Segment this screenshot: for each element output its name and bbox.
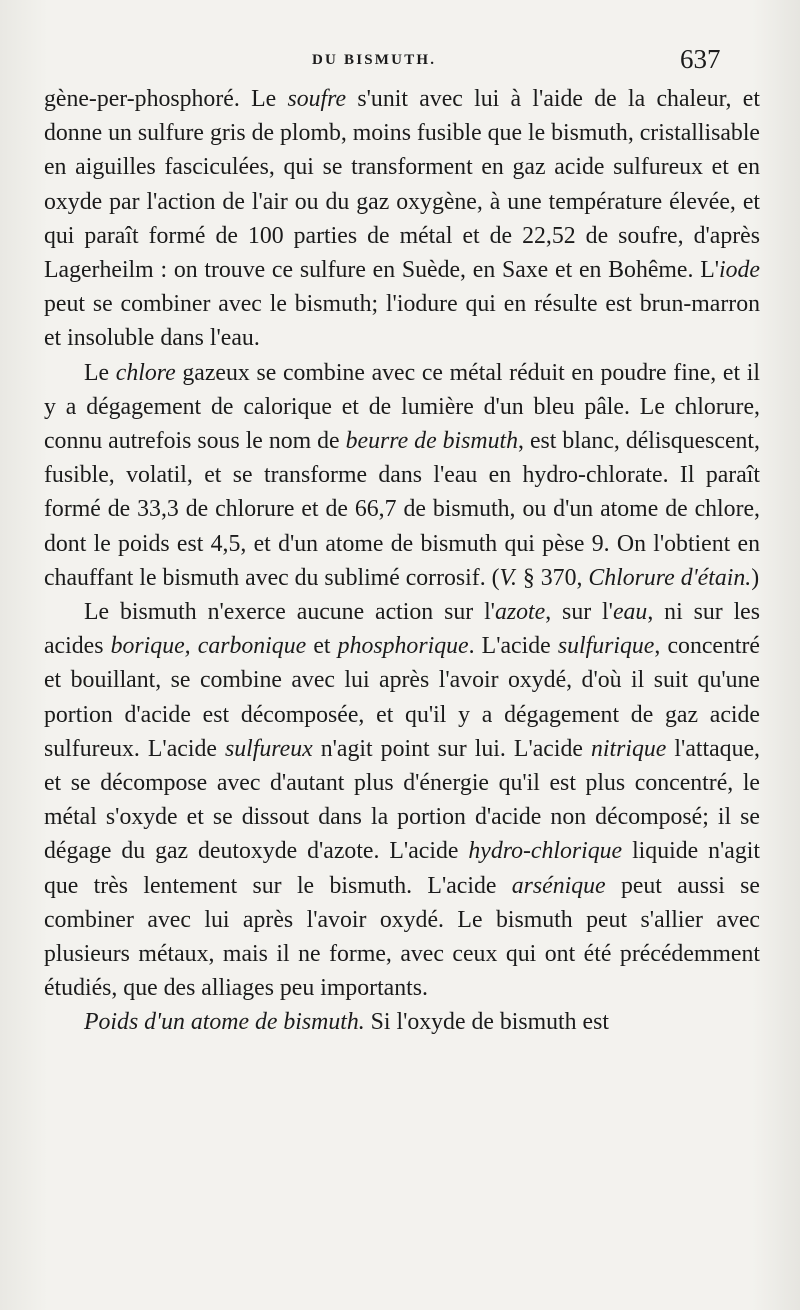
italic-term: eau <box>612 599 648 626</box>
italic-term: soufre <box>287 86 347 112</box>
text-run: gazeux se combine avec ce métal réduit en poudre fine, et il y a dégagement de calorique et de lumière d'un bleu pâle. Le chlorure, connu autrefois sous le nom de <box>44 359 760 455</box>
italic-term: arsénique <box>511 872 606 899</box>
page-number: 637 <box>680 44 721 74</box>
italic-term: chlore <box>115 359 176 386</box>
italic-term: sulfurique <box>557 633 655 660</box>
text-run: n'agit point sur lui. L'acide <box>312 735 592 762</box>
italic-term: Poids d'un atome de bismuth. <box>84 1009 365 1036</box>
italic-term: iode <box>719 257 760 284</box>
italic-term: nitrique <box>591 735 667 762</box>
text-run: peut aussi se combiner avec lui après l'avoir oxydé. Le bismuth peut s'allier avec plusieurs métaux, mais il ne forme, avec ceux qui ont été précédemment étudiés, que des alliages peu importants. <box>44 872 760 1002</box>
running-head: DU BISMUTH. <box>312 52 437 68</box>
text-run: . L'acide <box>468 633 558 660</box>
italic-term: beurre de bismuth <box>345 428 518 455</box>
text-run: Si l'oxyde de bismuth est <box>364 1009 609 1036</box>
body-text <box>44 82 760 1040</box>
italic-term: V. <box>499 564 517 591</box>
text-run: et <box>306 633 338 660</box>
text-run: s'unit avec lui à l'aide de la chaleur, et donne un sulfure gris de plomb, moins fusible que le bismuth, cristallisable en aiguilles fasciculées, qui se transforment en gaz acide sulfureux et en oxyde par l'action de l'air ou du gaz oxygène, à une température élevée, et qui paraît formé de 100 parties de métal et de 22,52 de soufre, d'après Lagerheilm : on trouve ce sulfure en Suède, en Saxe et en Bohême. L' <box>44 86 760 284</box>
italic-term: hydro-chlorique <box>468 838 623 865</box>
paragraph-atomic-weight <box>44 1005 760 1039</box>
text-run: , ni sur les acides <box>44 599 760 660</box>
text-run: Le <box>84 359 116 386</box>
text-run: § 370, <box>516 564 589 591</box>
italic-term: borique, carbonique <box>110 633 307 660</box>
text-run: peut se combiner avec le bismuth; l'iodure qui en résulte est brun-marron et insoluble dans l'eau. <box>44 291 760 352</box>
text-run: liquide n'agit que très lentement sur le bismuth. L'acide <box>44 838 760 899</box>
page-header <box>0 44 800 84</box>
italic-term: sulfureux <box>224 735 313 762</box>
italic-term: Chlorure d'étain. <box>588 564 752 591</box>
italic-term: phosphorique <box>337 633 469 660</box>
text-run: Le bismuth n'exerce aucune action sur l' <box>84 599 495 626</box>
text-run: , concentré et bouillant, se combine avec lui après l'avoir oxydé, d'où il suit qu'une portion d'acide est décomposée, et qu'il y a dégagement de gaz acide sulfureux. L'acide <box>44 633 760 762</box>
text-run: l'attaque, et se décompose avec d'autant plus d'énergie qu'il est plus concentré, le métal s'oxyde et se dissout dans la portion d'acide non décomposé; il se dégage du gaz deutoxyde d'azote. L'acide <box>44 735 760 865</box>
paragraph-chlorine <box>44 356 760 595</box>
paragraph-sulfur-iodine <box>44 82 760 356</box>
paragraph-acids <box>44 595 760 1005</box>
text-run: ) <box>751 564 760 591</box>
text-run: , sur l' <box>545 599 613 626</box>
text-run: , est blanc, délisquescent, fusible, volatil, et se transforme dans l'eau en hydro-chlorate. Il paraît formé de 33,3 de chlorure et de 66,7 de bismuth, ou d'un atome de chlore, dont le poids est 4,5, et d'un atome de bismuth qui pèse 9. On l'obtient en chauffant le bismuth avec du sublimé corrosif. ( <box>44 428 760 591</box>
italic-term: azote <box>494 599 546 626</box>
text-run: gène-per-phosphoré. Le <box>44 86 288 112</box>
